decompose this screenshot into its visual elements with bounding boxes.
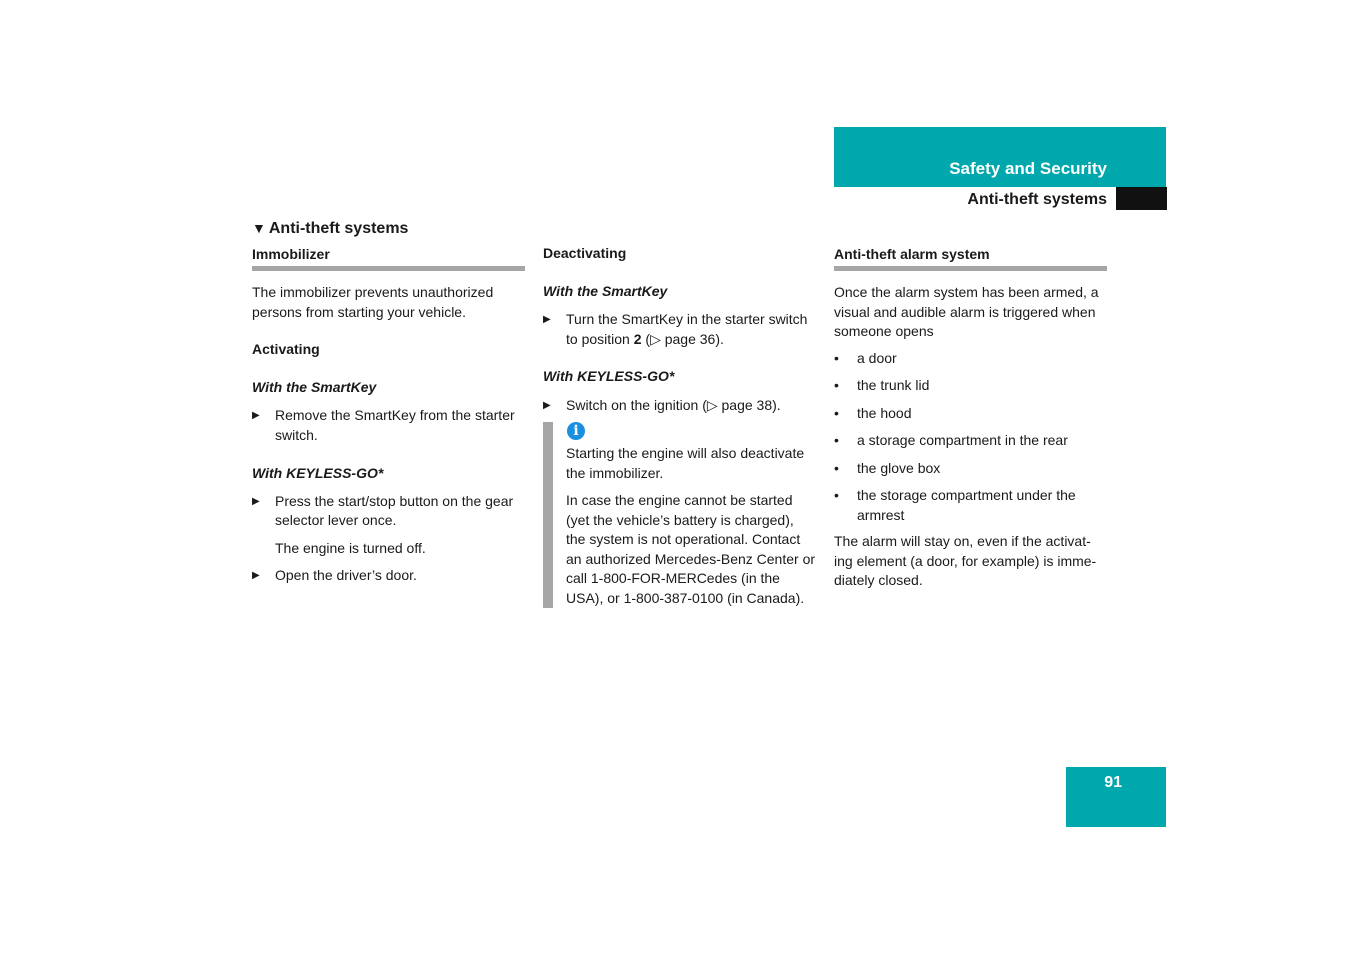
page-number: 91 — [1104, 774, 1122, 791]
position-number: 2 — [633, 330, 642, 347]
list-item — [543, 396, 816, 416]
bullet-icon: • — [834, 349, 839, 366]
activating-keyless-result: The engine is turned off. — [275, 539, 426, 556]
immobilizer-intro: The immobilizer prevents unauthorized persons from starting your vehicle. — [252, 284, 494, 320]
list-item — [252, 406, 525, 445]
activating-smartkey-heading: With the SmartKey — [252, 378, 377, 395]
deactivating-heading: Deactivating — [543, 245, 627, 261]
triangle-down-icon: ▼ — [252, 220, 266, 236]
bullet-icon: • — [834, 459, 839, 476]
activating-keyless-heading: With KEYLESS-GO* — [252, 465, 384, 481]
info-text-2: In case the engine cannot be started (yet the vehicle’s battery is charged), the system is not operational. Contact an authorized Mercedes-Benz Center or call 1-800-FOR-MERCedes (in the USA), or 1-800-387-0100 (in Canada). — [566, 492, 816, 606]
page-heading-text: Anti-theft systems — [268, 220, 409, 237]
list-item: • the hood — [834, 404, 1107, 424]
section-tab-marker — [1116, 187, 1167, 210]
activating-keyless-step-1: Press the start/stop button on the gear selector lever once. — [275, 492, 514, 528]
deactivating-keyless-step: Switch on the ignition (▷ page 38). — [566, 396, 781, 413]
bullet-icon: • — [834, 377, 839, 393]
list-item: • the trunk lid — [834, 376, 1107, 396]
list-item — [543, 310, 816, 349]
chapter-title: Safety and Security — [949, 159, 1107, 178]
page-number-box — [1066, 767, 1166, 827]
info-text-1: Starting the engine will also deactivate the immobilizer. — [566, 445, 805, 481]
page-heading — [252, 217, 408, 240]
deactivating-keyless-heading: With KEYLESS-GO* — [543, 368, 675, 384]
arrow-right-icon: ▶ — [252, 410, 260, 421]
arrow-right-icon: ▶ — [543, 314, 551, 325]
list-item — [252, 566, 525, 586]
deactivating-smartkey-step: Turn the SmartKey in the starter switch to position 2 (▷ page 36). — [566, 311, 808, 347]
list-item — [252, 492, 525, 531]
alarm-system-closing: The alarm will stay on, even if the activat-ing element (a door, for example) is imme-diately closed. — [834, 533, 1097, 588]
deactivating-smartkey-heading: With the SmartKey — [543, 282, 668, 299]
list-item: • the storage compartment under the armrest — [834, 487, 1076, 523]
section-running-title: Anti-theft systems — [967, 191, 1107, 208]
column-alarm-system — [834, 244, 1107, 591]
info-icon: i — [567, 422, 585, 440]
info-bar — [543, 422, 553, 608]
arrow-right-icon: ▶ — [252, 495, 260, 507]
info-note — [543, 422, 816, 608]
bullet-icon: • — [834, 404, 839, 421]
chapter-header-band — [834, 127, 1166, 187]
list-item: • a door — [834, 349, 1107, 369]
list-item: • a storage compartment in the rear — [834, 431, 1107, 451]
bullet-icon: • — [834, 432, 839, 448]
column-deactivating — [543, 244, 816, 608]
bullet-icon: • — [834, 487, 839, 503]
column-immobilizer — [252, 244, 525, 586]
activating-heading: Activating — [252, 341, 320, 357]
alarm-system-heading: Anti-theft alarm system — [834, 244, 1107, 271]
arrow-right-icon: ▶ — [543, 399, 551, 411]
immobilizer-heading: Immobilizer — [252, 244, 525, 271]
activating-keyless-step-2: Open the driver’s door. — [275, 567, 417, 583]
arrow-right-icon: ▶ — [252, 570, 260, 581]
list-item: • the glove box — [834, 459, 1107, 479]
activating-smartkey-step: Remove the SmartKey from the starter switch. — [275, 407, 515, 443]
alarm-system-intro: Once the alarm system has been armed, a visual and audible alarm is triggered when someone opens — [834, 284, 1099, 339]
